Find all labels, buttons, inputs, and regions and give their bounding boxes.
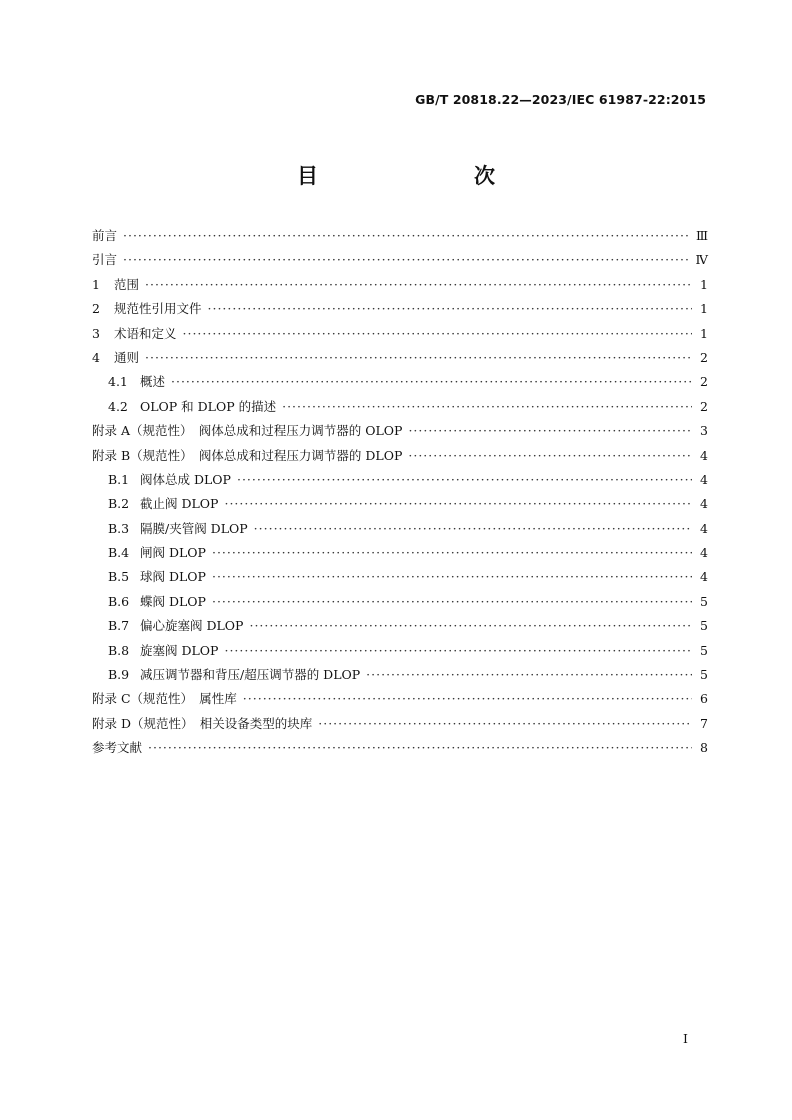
toc-entry-title: 减压调节器和背压/超压调节器的 DLOP <box>140 667 361 683</box>
toc-entry-number: B.2 <box>108 496 130 512</box>
toc-entry-title: 阀体总成 DLOP <box>140 471 231 487</box>
toc-entry-title: 规范性引用文件 <box>114 301 202 317</box>
toc-entry-page: 2 <box>700 398 708 414</box>
toc-entry-page: 5 <box>700 618 708 634</box>
toc-entry[interactable] <box>92 419 708 443</box>
toc-entry-page: 2 <box>700 349 708 365</box>
dot-leader <box>171 370 692 394</box>
toc-entry-page: 8 <box>700 740 708 756</box>
toc-entry-number: B.3 <box>108 520 130 536</box>
toc-entry-title: 范围 <box>114 276 140 292</box>
toc-entry-title: OLOP 和 DLOP 的描述 <box>140 398 277 414</box>
dot-leader <box>212 565 692 589</box>
dot-leader <box>408 444 692 468</box>
toc-entry-page: 1 <box>700 325 708 341</box>
dot-leader <box>145 273 692 297</box>
toc-entry[interactable] <box>92 248 708 272</box>
toc-entry-title: 引言 <box>92 252 118 268</box>
dot-leader <box>183 322 692 346</box>
toc-entry-page: 5 <box>700 642 708 658</box>
toc-entry[interactable] <box>92 565 708 589</box>
toc-entry-page: 1 <box>700 301 708 317</box>
toc-entry-number: 1 <box>92 276 100 292</box>
dot-leader <box>224 639 692 663</box>
toc-title: 目 次 <box>297 164 533 188</box>
toc-entry-number: 4.2 <box>108 398 128 414</box>
dot-leader <box>224 492 692 516</box>
toc-entry-title: 球阀 DLOP <box>140 569 206 585</box>
dot-leader <box>408 419 692 443</box>
toc-entry-page: 7 <box>700 715 708 731</box>
toc-entry-title: 附录 A（规范性） 阀体总成和过程压力调节器的 OLOP <box>92 423 403 439</box>
toc-entry-title: 前言 <box>92 228 118 243</box>
toc-entry-page: 2 <box>700 374 708 390</box>
toc-entry-title: 偏心旋塞阀 DLOP <box>140 618 244 634</box>
toc-entry-number: 2 <box>92 301 100 317</box>
toc-entry[interactable] <box>92 346 708 370</box>
toc-entry-page: 5 <box>700 667 708 683</box>
toc-entry-number: 3 <box>92 325 100 341</box>
toc-entry-number: B.5 <box>108 569 130 585</box>
toc-entry-number: B.7 <box>108 618 130 634</box>
toc-entry[interactable] <box>92 370 708 394</box>
toc-entry-title: 附录 B（规范性） 阀体总成和过程压力调节器的 DLOP <box>92 447 403 463</box>
toc-entry-page: 4 <box>700 520 708 536</box>
toc-entry-page: 6 <box>700 691 708 707</box>
standard-number: GB/T 20818.22—2023/IEC 61987-22:2015 <box>415 92 706 107</box>
toc-entry-page: Ⅲ <box>695 228 708 243</box>
toc-entry-title: 旋塞阀 DLOP <box>140 642 219 658</box>
toc-entry[interactable] <box>92 663 708 687</box>
dot-leader <box>366 663 692 687</box>
toc-entry-title: 隔膜/夹管阀 DLOP <box>140 520 248 536</box>
toc-entry-page: 4 <box>700 545 708 561</box>
toc-entry-page: 4 <box>700 471 708 487</box>
toc-entry[interactable] <box>92 297 708 321</box>
toc-entry[interactable] <box>92 395 708 419</box>
dot-leader <box>249 614 692 638</box>
toc-entry[interactable] <box>92 590 708 614</box>
dot-leader <box>212 541 692 565</box>
toc-entry-title: 概述 <box>140 374 166 390</box>
toc-entry-page: 3 <box>700 423 708 439</box>
toc-entry-number: B.9 <box>108 667 130 683</box>
page-number: I <box>683 1031 688 1046</box>
toc-entry[interactable] <box>92 614 708 638</box>
dot-leader <box>148 736 692 760</box>
dot-leader <box>123 224 690 248</box>
dot-leader <box>243 687 692 711</box>
toc-entry-title: 截止阀 DLOP <box>140 496 219 512</box>
toc-entry-title: 通则 <box>114 349 140 365</box>
toc-entry[interactable] <box>92 712 708 736</box>
toc-entry-number: 4 <box>92 349 100 365</box>
toc-entry-title: 参考文献 <box>92 740 143 756</box>
toc-entry[interactable] <box>92 224 708 248</box>
toc-entry-number: B.6 <box>108 593 130 609</box>
toc-entry-page: Ⅳ <box>695 252 708 268</box>
toc-entry-title: 术语和定义 <box>114 325 177 341</box>
toc-entry-number: B.1 <box>108 471 130 487</box>
dot-leader <box>212 590 692 614</box>
dot-leader <box>123 248 689 272</box>
toc-entry[interactable] <box>92 444 708 468</box>
toc-entry-page: 4 <box>700 569 708 585</box>
toc-entry-title: 闸阀 DLOP <box>140 545 206 561</box>
toc-entry[interactable] <box>92 639 708 663</box>
dot-leader <box>237 468 692 492</box>
toc-entry-title: 附录 D（规范性） 相关设备类型的块库 <box>92 715 313 731</box>
toc-entry-title: 附录 C（规范性） 属性库 <box>92 691 237 707</box>
toc-entry-page: 1 <box>700 276 708 292</box>
dot-leader <box>254 517 692 541</box>
toc-entry-number: 4.1 <box>108 374 128 390</box>
toc-entry-number: B.8 <box>108 642 130 658</box>
toc-entry-title: 蝶阀 DLOP <box>140 593 206 609</box>
dot-leader <box>282 395 692 419</box>
toc-entry[interactable] <box>92 322 708 346</box>
toc-entry-number: B.4 <box>108 545 130 561</box>
toc-entry[interactable] <box>92 468 708 492</box>
toc-entry[interactable] <box>92 687 708 711</box>
toc-entry[interactable] <box>92 541 708 565</box>
toc-entry-page: 4 <box>700 447 708 463</box>
dot-leader <box>318 712 692 736</box>
dot-leader <box>145 346 692 370</box>
toc-entry[interactable] <box>92 517 708 541</box>
toc-entry-page: 5 <box>700 593 708 609</box>
toc-entry-page: 4 <box>700 496 708 512</box>
toc-entry[interactable] <box>92 736 708 760</box>
toc-entry[interactable] <box>92 273 708 297</box>
dot-leader <box>208 297 692 321</box>
table-of-contents <box>92 224 708 761</box>
toc-entry[interactable] <box>92 492 708 516</box>
